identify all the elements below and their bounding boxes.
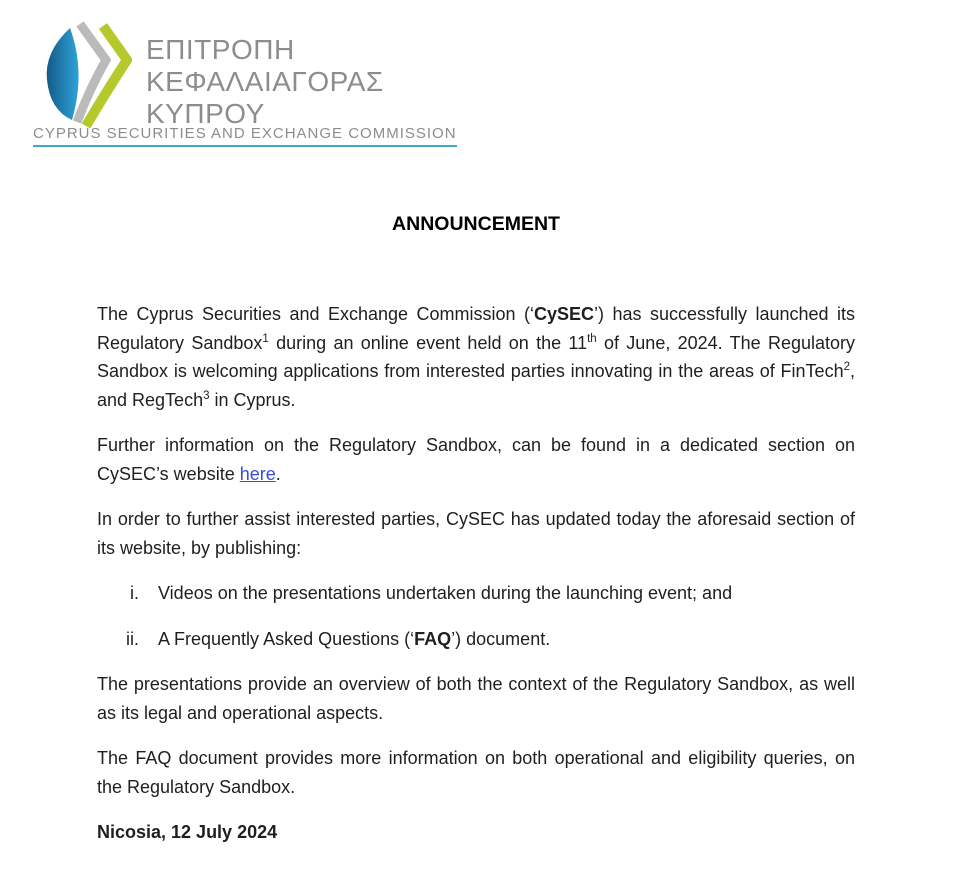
bold-faq: FAQ <box>414 628 452 649</box>
announcement-heading: ANNOUNCEMENT <box>392 213 560 235</box>
date-line: Nicosia, 12 July 2024 <box>97 822 278 842</box>
logo-greek-line-2: ΚΕΦΑΛΑΙΑΓΟΡΑΣ <box>146 66 384 97</box>
text-segment: . <box>275 463 281 484</box>
list-marker-i: i. <box>130 583 139 603</box>
text-segment: in Cyprus. <box>209 389 296 410</box>
list-marker-ii: ii. <box>126 628 139 649</box>
list-item-faq <box>97 625 855 654</box>
paragraph-faq-document: The FAQ document provides more information on both operational and eligibility queries, on the Regulatory Sandbox. <box>97 748 855 797</box>
text-segment: A Frequently Asked Questions (‘ <box>158 628 415 649</box>
logo-english-caption: CYPRUS SECURITIES AND EXCHANGE COMMISSION <box>33 125 457 147</box>
here-link[interactable]: here <box>239 463 276 484</box>
text-segment: of June, 2024. The Regulatory Sandbox is welcoming applications from interested parties innovating in the areas of FinTech <box>97 332 855 381</box>
list-item-videos <box>97 579 855 608</box>
text-segment: The Cyprus Securities and Exchange Commission (‘ <box>97 304 534 324</box>
footnote-ref-2: 2 <box>843 361 850 373</box>
paragraph-launch <box>97 300 855 414</box>
logo-greek-line-1: ΕΠΙΤΡΟΠΗ <box>146 34 295 65</box>
ordinal-th: th <box>587 332 597 345</box>
text-segment: , and RegTech <box>97 361 855 410</box>
announcement-body <box>97 0 855 864</box>
logo-blue-sail-shape <box>47 28 79 120</box>
logo-greek-line-3: ΚΥΠΡΟΥ <box>146 98 265 129</box>
text-segment: ’) has successfully launched its Regulatory Sandbox <box>97 304 855 353</box>
paragraph-further-info <box>97 431 855 488</box>
list-text <box>139 625 550 654</box>
text-segment: during an online event held on the 11 <box>268 332 588 353</box>
bold-cysec: CySEC <box>533 304 595 324</box>
paragraph-publishing: In order to further assist interested parties, CySEC has updated today the aforesaid section of its website, by publishing: <box>97 509 855 558</box>
text-segment: Further information on the Regulatory Sandbox, can be found in a dedicated section on CySEC’s website <box>97 435 855 484</box>
footnote-ref-3: 3 <box>203 389 210 402</box>
text-segment: ’) document. <box>451 628 551 649</box>
list-text: Videos on the presentations undertaken during the launching event; and <box>158 583 733 603</box>
paragraph-presentations: The presentations provide an overview of both the context of the Regulatory Sandbox, as well as its legal and operational aspects. <box>97 674 855 723</box>
footnote-ref-1: 1 <box>262 332 269 345</box>
